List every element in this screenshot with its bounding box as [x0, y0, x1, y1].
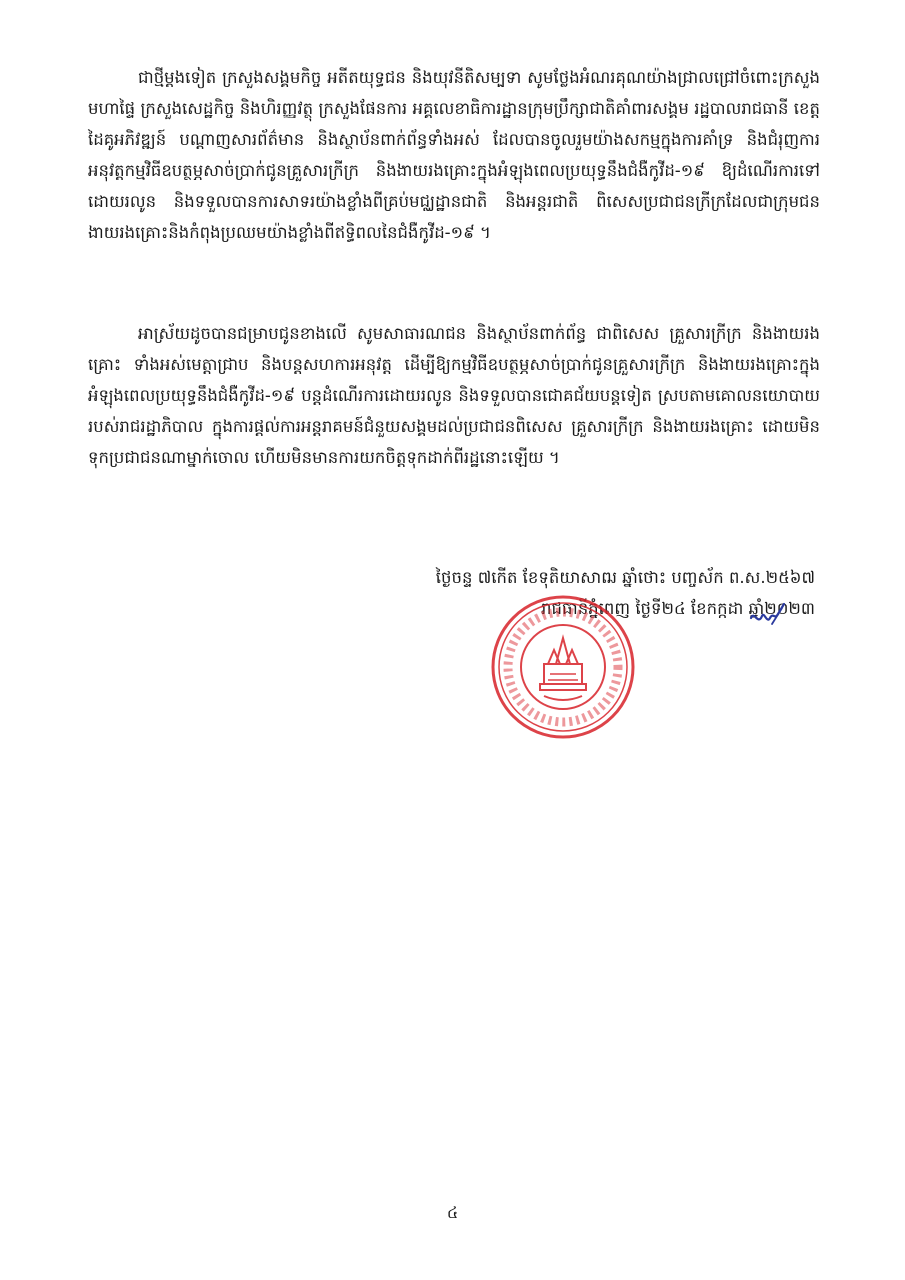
lunar-date-line: ថ្ងៃចន្ទ ៧កើត ខែទុតិយាសាឍ ឆ្នាំថោះ បញ្ចស័ក ព.ស.២៥៦៧ [435, 568, 815, 587]
paragraph-text: ជាថ្មីម្តងទៀត ក្រសួងសង្គមកិច្ច អតីតយុទ្ធជន និងយុវនីតិសម្បទា សូមថ្លែងអំណរគុណយ៉ាងជ្រាលជ្រៅចំពោះក្រសួងមហាផ្ទៃ ក្រសួងសេដ្ឋកិច្ច និងហិរញ្ញវត្ថុ ក្រសួងផែនការ អគ្គលេខាធិការដ្ឋានក្រុមប្រឹក្សាជាតិគាំពារសង្គម រដ្ឋបាលរាជធានី ខេត្ត ដៃគូអភិវឌ្ឍន៍ បណ្តាញសារព័ត៌មាន និងស្ថាប័នពាក់ព័ន្ធទាំងអស់ ដែលបានចូលរួមយ៉ាងសកម្មក្នុងការគាំទ្រ និងជំរុញការអនុវត្តកម្មវិធីឧបត្ថម្ភសាច់ប្រាក់ជូនគ្រួសារក្រីក្រ និងងាយរងគ្រោះក្នុងអំឡុងពេលប្រយុទ្ធនឹងជំងឺកូវីដ-១៩ ឱ្យដំណើរការទៅដោយរលូន និងទទួលបានការសាទរយ៉ាងខ្លាំងពីគ្រប់មជ្ឈដ្ឋានជាតិ និងអន្តរជាតិ ពិសេសប្រជាជនក្រីក្រដែលជាក្រុមជនងាយរងគ្រោះនិងកំពុងប្រឈមយ៉ាងខ្លាំងពីឥទ្ធិពលនៃជំងឺកូវីដ-១៩ ។ [88, 68, 820, 242]
paragraph-text: អាស្រ័យដូចបានជម្រាបជូនខាងលើ សូមសាធារណជន និងស្ថាប័នពាក់ព័ន្ធ ជាពិសេស គ្រួសារក្រីក្រ និងងាយរងគ្រោះ ទាំងអស់មេត្តាជ្រាប និងបន្តសហការអនុវត្ត ដើម្បីឱ្យកម្មវិធីឧបត្ថម្ភសាច់ប្រាក់ជូនគ្រួសារក្រីក្រ និងងាយរងគ្រោះក្នុងអំឡុងពេលប្រយុទ្ធនឹងជំងឺកូវីដ-១៩ បន្តដំណើរការដោយរលូន និងទទួលបានជោគជ័យបន្តទៀត ស្របតាមគោលនយោបាយរបស់រាជរដ្ឋាភិបាល ក្នុងការផ្តល់ការអន្តរាគមន៍ជំនួយសង្គមដល់ប្រជាជនពិសេស គ្រួសារក្រីក្រ និងងាយរងគ្រោះ ដោយមិនទុកប្រជាជនណាម្នាក់ចោល ហើយមិនមានការយកចិត្តទុកដាក់ពីរដ្ឋនោះឡើយ ។ [88, 324, 820, 467]
paragraph-acknowledgement [88, 62, 820, 248]
place-date-line: រាជធានីភ្នំពេញ ថ្ងៃទី២៤ ខែកក្កដា ឆ្នាំ២០២៣ [541, 599, 815, 618]
page-number: ៤ [446, 1203, 459, 1222]
signature-mark-icon [748, 600, 788, 632]
paragraph-announcement [88, 318, 820, 473]
ministry-seal-icon [488, 592, 638, 742]
